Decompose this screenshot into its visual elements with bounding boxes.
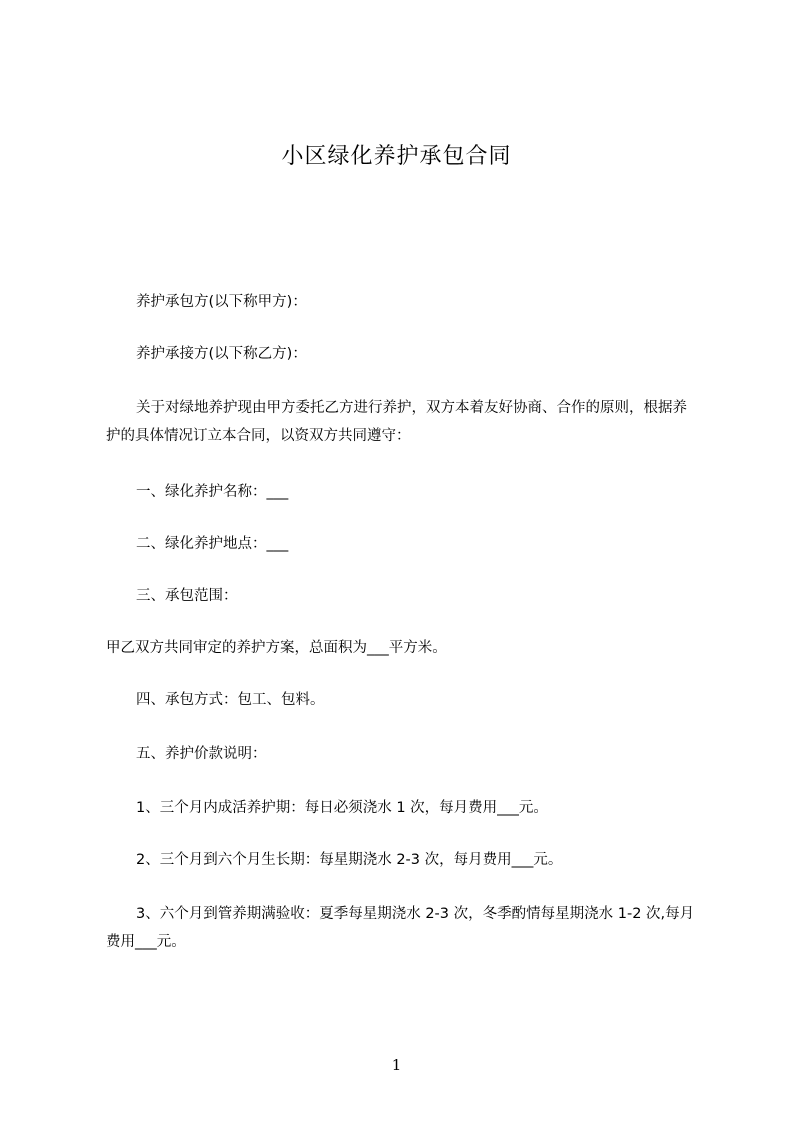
paragraph-item-1: 1、三个月内成活养护期：每日必须浇水 1 次，每月费用___元。 [136,800,548,816]
paragraph-section-4: 四、承包方式：包工、包料。 [136,692,325,708]
paragraph-section-2: 二、绿化养护地点：___ [136,536,289,552]
document-title: 小区绿化养护承包合同 [281,144,512,169]
paragraph-party-b: 养护承接方(以下称乙方)： [136,346,307,362]
paragraph-item-2: 2、三个月到六个月生长期：每星期浇水 2-3 次，每月费用___元。 [136,852,563,868]
paragraph-item-3: 3、六个月到管养期满验收：夏季每星期浇水 2-3 次，冬季酌情每星期浇水 1-2 次,每月费用___元。 [106,906,695,950]
page-number: 1 [391,1056,402,1074]
paragraph-party-a: 养护承包方(以下称甲方)： [136,294,307,310]
paragraph-section-5: 五、养护价款说明： [136,746,267,762]
paragraph-scope-detail: 甲乙双方共同审定的养护方案，总面积为___平方米。 [106,640,447,656]
paragraph-preamble: 关于对绿地养护现由甲方委托乙方进行养护，双方本着友好协商、合作的原则，根据养护的具体情况订立本合同，以资双方共同遵守： [106,400,687,444]
paragraph-section-3: 三、承包范围： [136,588,238,604]
paragraph-section-1: 一、绿化养护名称：___ [136,484,289,500]
